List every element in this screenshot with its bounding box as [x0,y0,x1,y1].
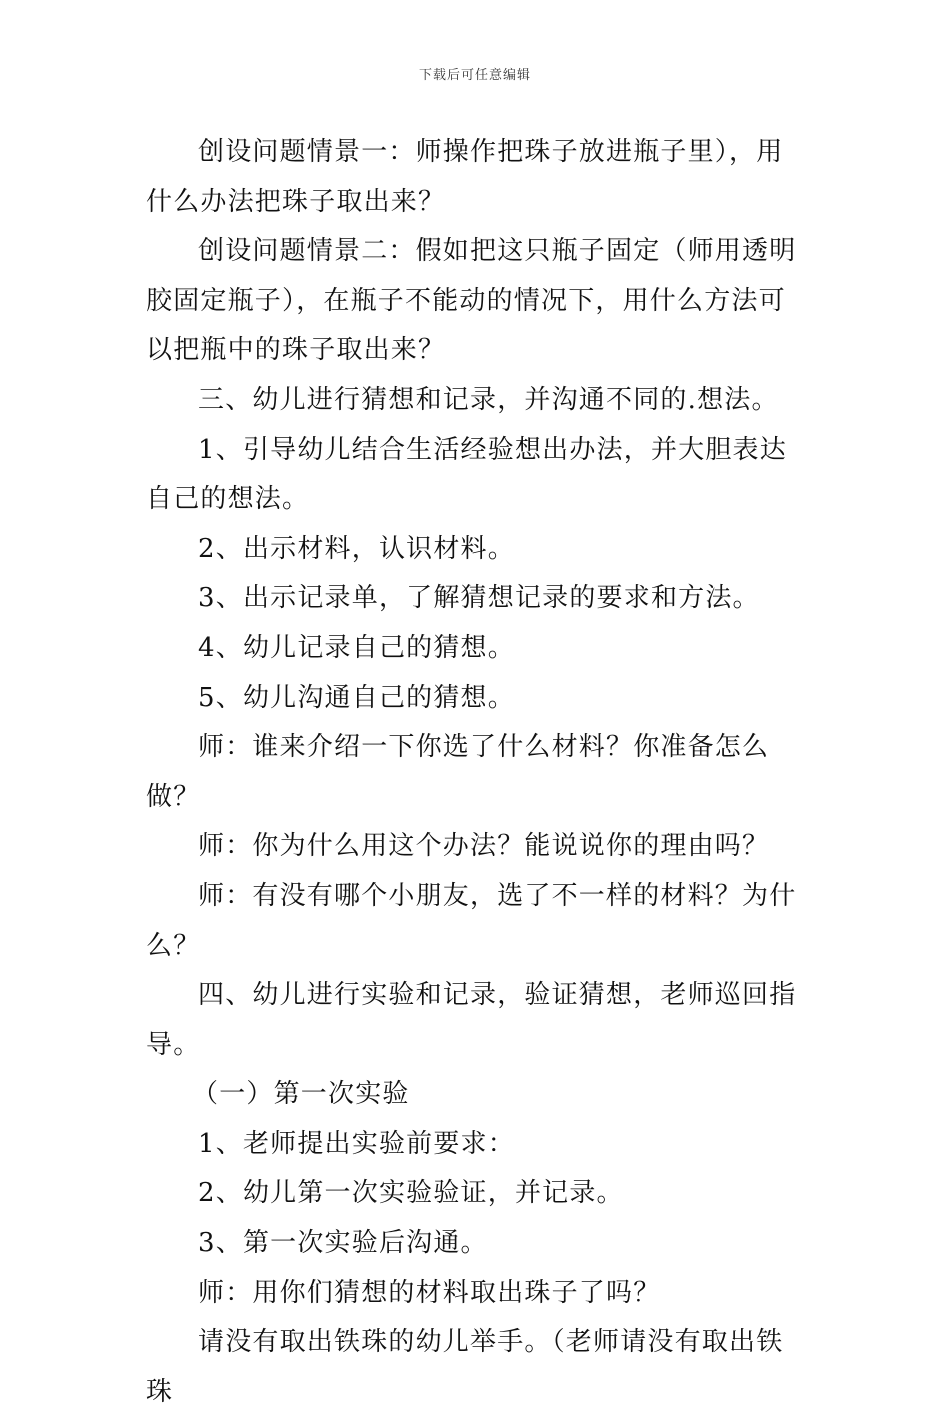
paragraph: 创设问题情景二：假如把这只瓶子固定（师用透明胶固定瓶子），在瓶子不能动的情况下，用什么方法可以把瓶中的珠子取出来？ [146,236,797,366]
paragraph: 师：谁来介绍一下你选了什么材料？你准备怎么做？ [146,732,770,812]
paragraph: 3、出示记录单，了解猜想记录的要求和方法。 [198,583,760,614]
paragraph: 5、幼儿沟通自己的猜想。 [198,682,515,713]
paragraph: 三、幼儿进行猜想和记录，并沟通不同的.想法。 [198,384,779,415]
paragraph: 师：用你们猜想的材料取出珠子了吗？ [198,1277,661,1308]
paragraph: 2、出示材料，认识材料。 [198,533,515,564]
paragraph: 1、引导幼儿结合生活经验想出办法，并大胆表达自己的想法。 [146,434,787,515]
paragraph: 师：你为什么用这个办法？能说说你的理由吗？ [198,831,770,862]
paragraph: 3、第一次实验后沟通。 [198,1228,488,1259]
header-note: 下载后可任意编辑 [418,68,531,83]
paragraph: 2、幼儿第一次实验验证，并记录。 [198,1178,624,1209]
paragraph: 四、幼儿进行实验和记录，验证猜想，老师巡回指导。 [146,980,797,1060]
paragraph: 4、幼儿记录自己的猜想。 [198,632,515,663]
paragraph: 请没有取出铁珠的幼儿举手。（老师请没有取出铁珠 [146,1327,784,1407]
section-heading: （一）第一次实验 [192,1079,410,1110]
document-body [146,128,810,1417]
paragraph: 师：有没有哪个小朋友，选了不一样的材料？为什么？ [146,880,797,961]
paragraph: 创设问题情景一：师操作把珠子放进瓶子里），用什么办法把珠子取出来？ [146,137,784,217]
paragraph: 1、老师提出实验前要求： [198,1128,515,1159]
